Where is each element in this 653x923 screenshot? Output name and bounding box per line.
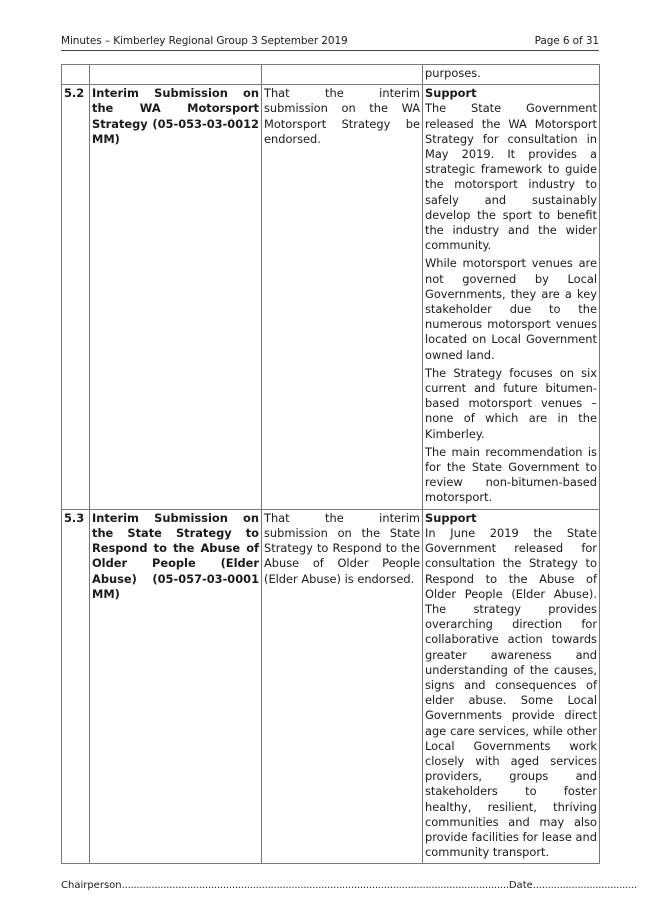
- item-recommendation: [262, 509, 423, 864]
- minutes-table: [61, 64, 600, 864]
- signature-footer: [61, 880, 638, 891]
- item-number: [62, 65, 90, 85]
- chairperson-signature-line: ..................................................................................................................................: [121, 880, 509, 891]
- recommendation-text: That the interim submission on the WA Motorsport Strategy be endorsed.: [264, 86, 420, 146]
- comment-paragraph: purposes.: [425, 66, 481, 80]
- item-number: 5.3: [62, 509, 90, 864]
- recommendation-text: That the interim submission on the State Strategy to Respond to the Abuse of Older People (Elder Abuse) is endorsed.: [264, 510, 420, 586]
- comment-paragraph: The Strategy focuses on six current and future bitumen-based motorsport venues – none of which are in the Kimberley.: [425, 365, 597, 441]
- date-line: ...................................: [532, 880, 638, 891]
- date-label: Date: [508, 880, 533, 891]
- item-number: 5.2: [62, 85, 90, 509]
- table-row: [62, 509, 600, 864]
- comment-paragraph: While motorsport venues are not governed by Local Governments, they are a key stakeholder due to the numerous motorsport venues located on Local Government owned land.: [425, 256, 597, 362]
- item-comment: [423, 65, 600, 85]
- comment-heading: Support: [425, 510, 477, 525]
- document-title: Minutes – Kimberley Regional Group 3 September 2019: [61, 35, 348, 47]
- comment-paragraph: The main recommendation is for the State Government to review non-bitumen-based motorsport.: [425, 444, 597, 505]
- page-number: Page 6 of 31: [534, 35, 599, 47]
- item-recommendation: [262, 65, 423, 85]
- item-comment: [423, 85, 600, 509]
- item-title: [90, 65, 262, 85]
- item-title: Interim Submission on the State Strategy to Respond to the Abuse of Older People (Elder Abuse) (05-057-03-0001 MM): [90, 509, 262, 864]
- comment-paragraph: In June 2019 the State Government released for consultation the Strategy to Respond to the Abuse of Older People (Elder Abuse). The strategy provides overarching direction for collaborative action towards greater awareness and understanding of the causes, signs and consequences of elder abuse. Some Local Governments provide direct age care services, while other Local Governments work closely with aged services providers, groups and stakeholders to foster healthy, resilient, thriving communities and may also provide facilities for lease and community transport.: [425, 525, 597, 860]
- comment-paragraph: The State Government released the WA Motorsport Strategy for consultation in May 2019. It provides a strategic framework to guide the motorsport industry to safely and sustainably develop the sport to benefit the industry and the wider community.: [425, 101, 597, 253]
- page-header: [61, 34, 599, 51]
- item-comment: [423, 509, 600, 864]
- table-row: [62, 65, 600, 85]
- chairperson-label: Chairperson: [61, 880, 122, 891]
- table-row: [62, 85, 600, 509]
- item-recommendation: [262, 85, 423, 509]
- comment-heading: Support: [425, 86, 477, 101]
- item-title: Interim Submission on the WA Motorsport Strategy (05-053-03-0012 MM): [90, 85, 262, 509]
